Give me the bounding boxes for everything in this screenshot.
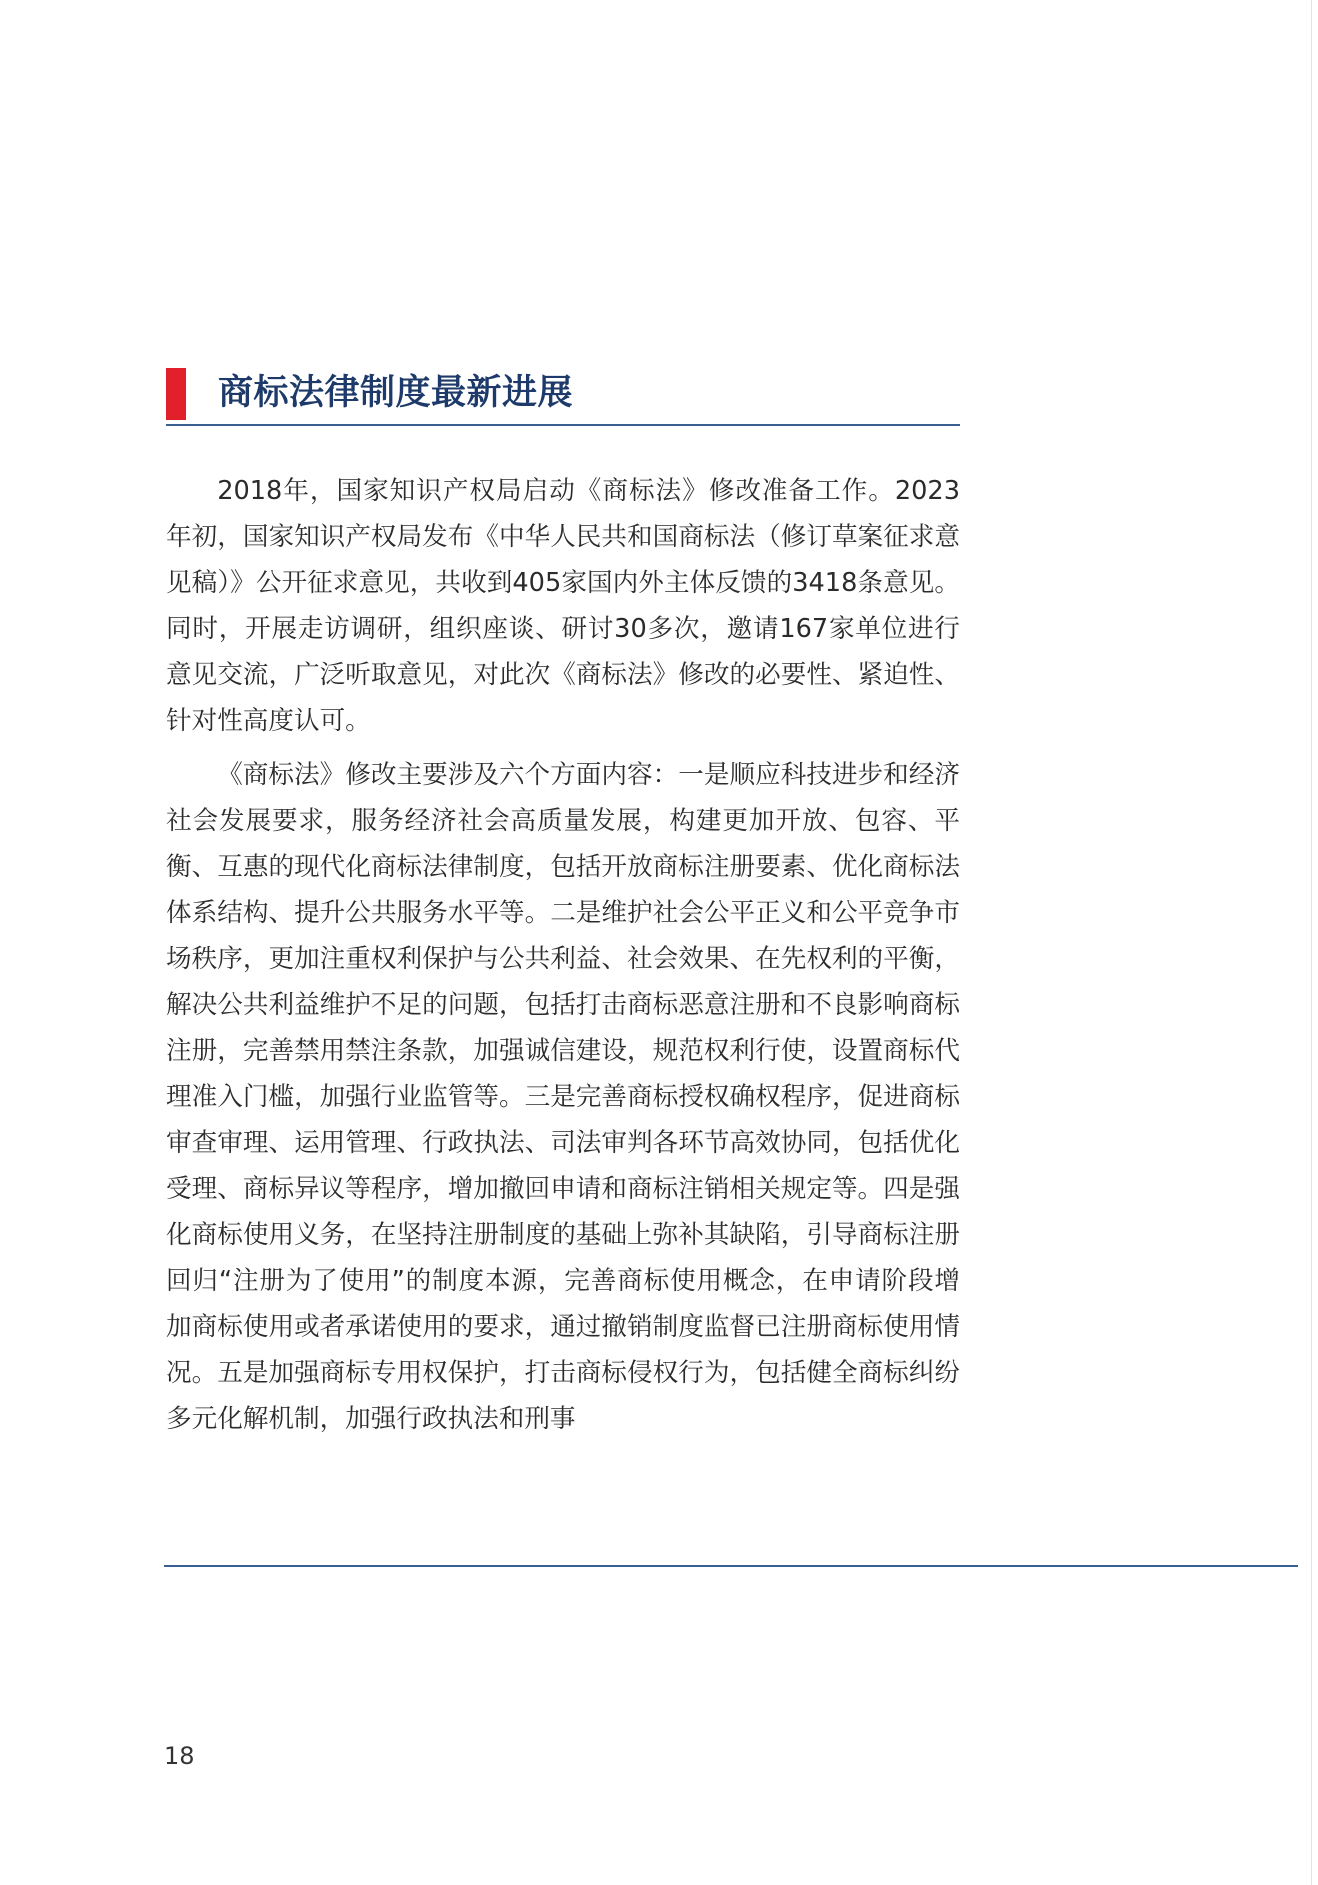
page-edge-divider [1311,0,1312,1885]
paragraph-2: 《商标法》修改主要涉及六个方面内容：一是顺应科技进步和经济社会发展要求，服务经济社会高质量发展，构建更加开放、包容、平衡、互惠的现代化商标法律制度，包括开放商标注册要素、优化商标法体系结构、提升公共服务水平等。二是维护社会公平正义和公平竞争市场秩序，更加注重权利保护与公共利益、社会效果、在先权利的平衡，解决公共利益维护不足的问题，包括打击商标恶意注册和不良影响商标注册，完善禁用禁注条款，加强诚信建设，规范权利行使，设置商标代理准入门槛，加强行业监管等。三是完善商标授权确权程序，促进商标审查审理、运用管理、行政执法、司法审判各环节高效协同，包括优化受理、商标异议等程序，增加撤回申请和商标注销相关规定等。四是强化商标使用义务，在坚持注册制度的基础上弥补其缺陷，引导商标注册回归“注册为了使用”的制度本源，完善商标使用概念，在申请阶段增加商标使用或者承诺使用的要求，通过撤销制度监督已注册商标使用情况。五是加强商标专用权保护，打击商标侵权行为，包括健全商标纠纷多元化解机制，加强行政执法和刑事 [166,760,960,1434]
section-heading [166,364,960,426]
page-number: 18 [164,1742,195,1770]
footer-divider [164,1565,1298,1567]
section-title: 商标法律制度最新进展 [218,373,574,413]
heading-underline [166,424,960,426]
paragraph-1: 2018年，国家知识产权局启动《商标法》修改准备工作。2023年初，国家知识产权局发布《中华人民共和国商标法（修订草案征求意见稿）》公开征求意见，共收到405家国内外主体反馈的3418条意见。同时，开展走访调研，组织座谈、研讨30多次，邀请167家单位进行意见交流，广泛听取意见，对此次《商标法》修改的必要性、紧迫性、针对性高度认可。 [166,476,960,736]
article-body [166,468,960,1450]
heading-accent-bar [166,368,186,420]
